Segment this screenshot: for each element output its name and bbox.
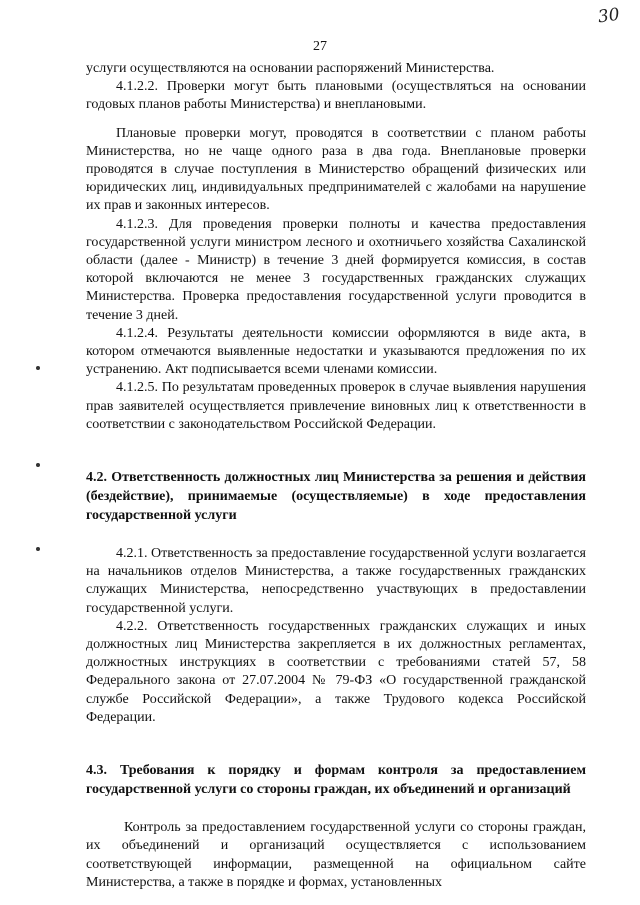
margin-mark <box>36 463 40 467</box>
margin-mark <box>36 547 40 551</box>
margin-mark <box>36 366 40 370</box>
section-heading-4-3: 4.3. Требования к порядку и формам контроля за предоставлением государственной услуги со стороны граждан, их объединений и организаций <box>86 763 586 798</box>
section-heading-4-2: 4.2. Ответственность должностных лиц Министерства за решения и действия (бездействие), принимаемые (осуществляемые) в ходе предоставления государственной услуги <box>86 470 586 524</box>
paragraph-planned-checks: Плановые проверки могут, проводятся в соответствии с планом работы Министерства, но не чаще одного раза в два года. Внеплановые проверки проводятся в случае поступления в Министерство обращений физических или юридических лиц, индивидуальных предпринимателей с жалобами на нарушение их прав и законных интересов. <box>86 125 586 214</box>
handwritten-page-number: 30 <box>597 4 622 28</box>
paragraph-4-1-2-4: 4.1.2.4. Результаты деятельности комиссии оформляются в виде акта, в котором отмечаются выявленные недостатки и указываются предложения по их устранению. Акт подписывается всеми членами комиссии. <box>86 325 586 378</box>
paragraph-4-2-1: 4.2.1. Ответственность за предоставление государственной услуги возлагается на начальников отделов Министерства, а также государственных гражданских служащих Министерства, непосредственно участвующих в предоставлении государственной услуги. <box>86 546 586 616</box>
paragraph: услуги осуществляются на основании распоряжений Министерства. <box>86 61 495 76</box>
paragraph-4-1-2-5: 4.1.2.5. По результатам проведенных проверок в случае выявления нарушения прав заявителей осуществляется привлечение виновных лиц к ответственности в соответствии с законодательством Российской Федерации. <box>86 380 586 432</box>
paragraph-4-2-2: 4.2.2. Ответственность государственных гражданских служащих и иных должностных лиц Министерства закрепляется в их должностных регламентах, должностных инструкциях в соответствии с требованиями статей 57, 58 Федерального закона от 27.07.2004 № 79-ФЗ «О государственной гражданской службе Российской Федерации», а также Трудового кодекса Российской Федерации. <box>86 618 586 725</box>
page-number: 27 <box>313 39 327 54</box>
paragraph-4-1-2-2: 4.1.2.2. Проверки могут быть плановыми (осуществляться на основании годовых планов работы Министерства) и внеплановыми. <box>86 79 586 113</box>
document-body <box>86 60 586 892</box>
paragraph-4-3: Контроль за предоставлением государственной услуги со стороны граждан, их объединений и организаций осуществляется с использованием соответствующей информации, размещенной на официальном сайте Министерства, а также в порядке и формах, установленных <box>86 820 586 890</box>
paragraph-4-1-2-3: 4.1.2.3. Для проведения проверки полноты и качества предоставления государственной услуги министром лесного и охотничьего хозяйства Сахалинской области (далее - Министр) в течение 3 дней формируется комиссия, в состав которой включаются не менее 3 государственных гражданских служащих Министерства. Проверка предоставления государственной услуги проводится в течение 3 дней. <box>86 216 586 323</box>
